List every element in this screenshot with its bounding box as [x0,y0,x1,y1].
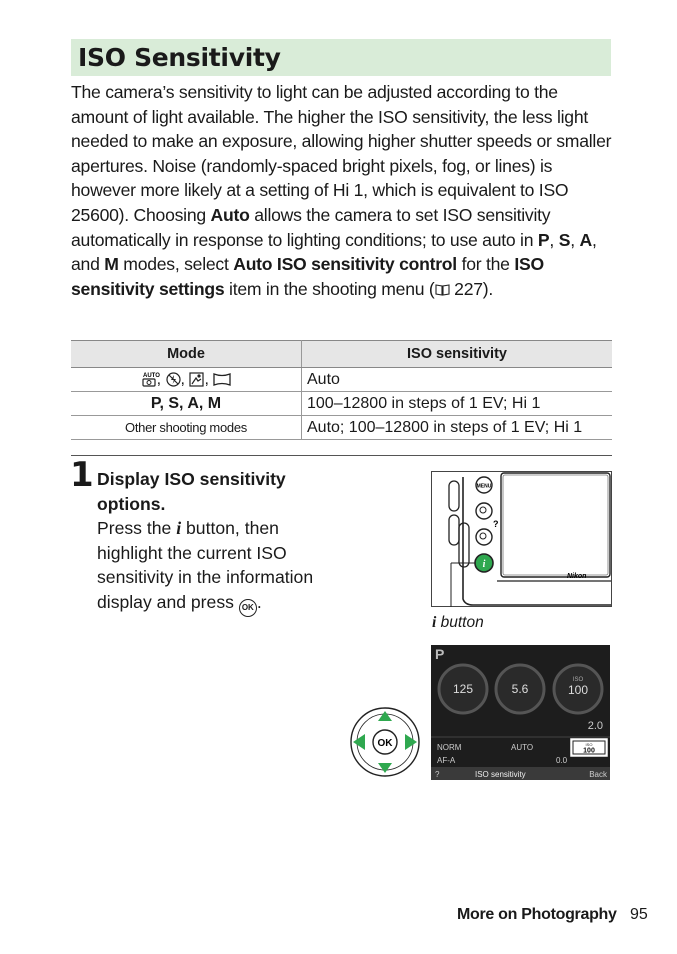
auto-iso-control-label: Auto ISO sensitivity control [233,254,457,275]
caption-text: button [436,614,484,631]
mode-cell-text: P, S, A, M [150,394,222,412]
flash-off-icon [166,372,181,387]
exposure-compensation-value: 2.0 [587,720,603,732]
step-divider [71,455,612,456]
step-title: Display ISO sensitivity options. [97,469,286,514]
intro-text-2: allows the camera to set ISO sensitivity automatically in response to lighting conditions; to use auto in [71,204,551,250]
white-balance-value: AUTO [511,743,534,752]
flash-compensation-value: 0.0 [556,756,568,765]
shutter-speed-value: 125 [452,682,474,696]
aperture-value: 5.6 [511,682,529,696]
book-icon [435,283,450,296]
table-header-row [71,341,612,368]
sep-1: , [549,229,559,250]
ok-button-icon: OK [239,599,257,617]
step-body-text-3: . [256,591,262,612]
mode-cell: Other shooting modes [71,416,302,440]
step-body [97,516,327,617]
intro-text-3: modes, select [118,254,234,275]
i-button-glyph: i [176,518,182,538]
child-icon [189,372,204,387]
iso-value-cell: Auto; 100–12800 in steps of 1 EV; Hi 1 [302,416,613,440]
help-icon: ? [435,770,440,779]
column-header-iso: ISO sensitivity [302,341,613,368]
iso-settings-label: ISO sensitivity settings [71,254,544,299]
step-number: 1 [70,455,94,495]
intro-paragraph [71,80,616,301]
af-mode-value: AF-A [437,756,456,765]
iso-mode-table [71,340,612,440]
zoom-in-button-icon [476,503,492,519]
table-row [71,416,612,440]
menu-button-label: MENU [476,483,492,490]
iso-value-cell: Auto [302,368,613,392]
iso-dial-value: 100 [567,683,589,697]
mode-a: A [579,229,592,250]
mode-m: M [104,254,119,275]
section-title: ISO Sensitivity [78,43,281,72]
intro-auto-bold: Auto [210,204,250,225]
mode-s: S [558,229,571,250]
svg-text:AUTO: AUTO [142,372,160,379]
zoom-out-button-icon [476,529,492,545]
back-label: Back [589,770,607,779]
panorama-icon [213,373,231,386]
iso-highlight-label: ISO [585,742,593,747]
footer-section-title: More on Photography [457,906,617,923]
step-body-text-2: button, then highlight the current ISO sensitivity in the information display and press [97,518,314,612]
page-reference: 227). [449,278,494,299]
camera-back-illustration [431,471,612,607]
table-row [71,368,612,392]
mode-icons-cell: AUTO , , , [71,368,302,392]
status-text: ISO sensitivity [475,770,526,779]
auto-mode-icon [141,371,160,387]
mode-p: P [537,229,550,250]
step-body-text-1: Press the [97,518,177,538]
mode-cell [71,392,302,416]
multi-selector-icon [348,706,422,778]
page-number: 95 [630,906,648,923]
column-header-mode: Mode [71,341,302,368]
caption-i-glyph: i [432,614,437,631]
nikon-brand-text: Nikon [567,573,587,580]
i-button-label: i [482,559,486,570]
information-display [431,645,610,780]
sep-2: , [570,229,580,250]
table-row [71,392,612,416]
intro-text-1: The camera’s sensitivity to light can be adjusted according to the amount of light available. The higher the ISO sensitivity, the less light needed to make an exposure, allowing higher shutter speeds or smaller apertures. Noise (randomly-spaced bright pixels, fog, or lines) is however more likely at a setting of Hi 1, which is equivalent to ISO 25600). Choosing [71,82,612,225]
iso-highlight-value: 100 [583,747,595,755]
iso-dial-label: ISO [572,677,584,683]
help-mark: ? [493,519,499,529]
iso-value-cell: 100–12800 in steps of 1 EV; Hi 1 [302,392,613,416]
intro-text-5: item in the shooting menu ( [224,278,435,299]
image-quality-value: NORM [437,743,462,752]
section-heading-bar [71,39,611,76]
intro-text-4: for the [456,254,515,275]
i-button-caption [432,614,484,632]
shooting-mode-indicator: P [435,646,445,662]
ok-label: OK [377,738,393,749]
sep-3: , and [71,229,597,275]
